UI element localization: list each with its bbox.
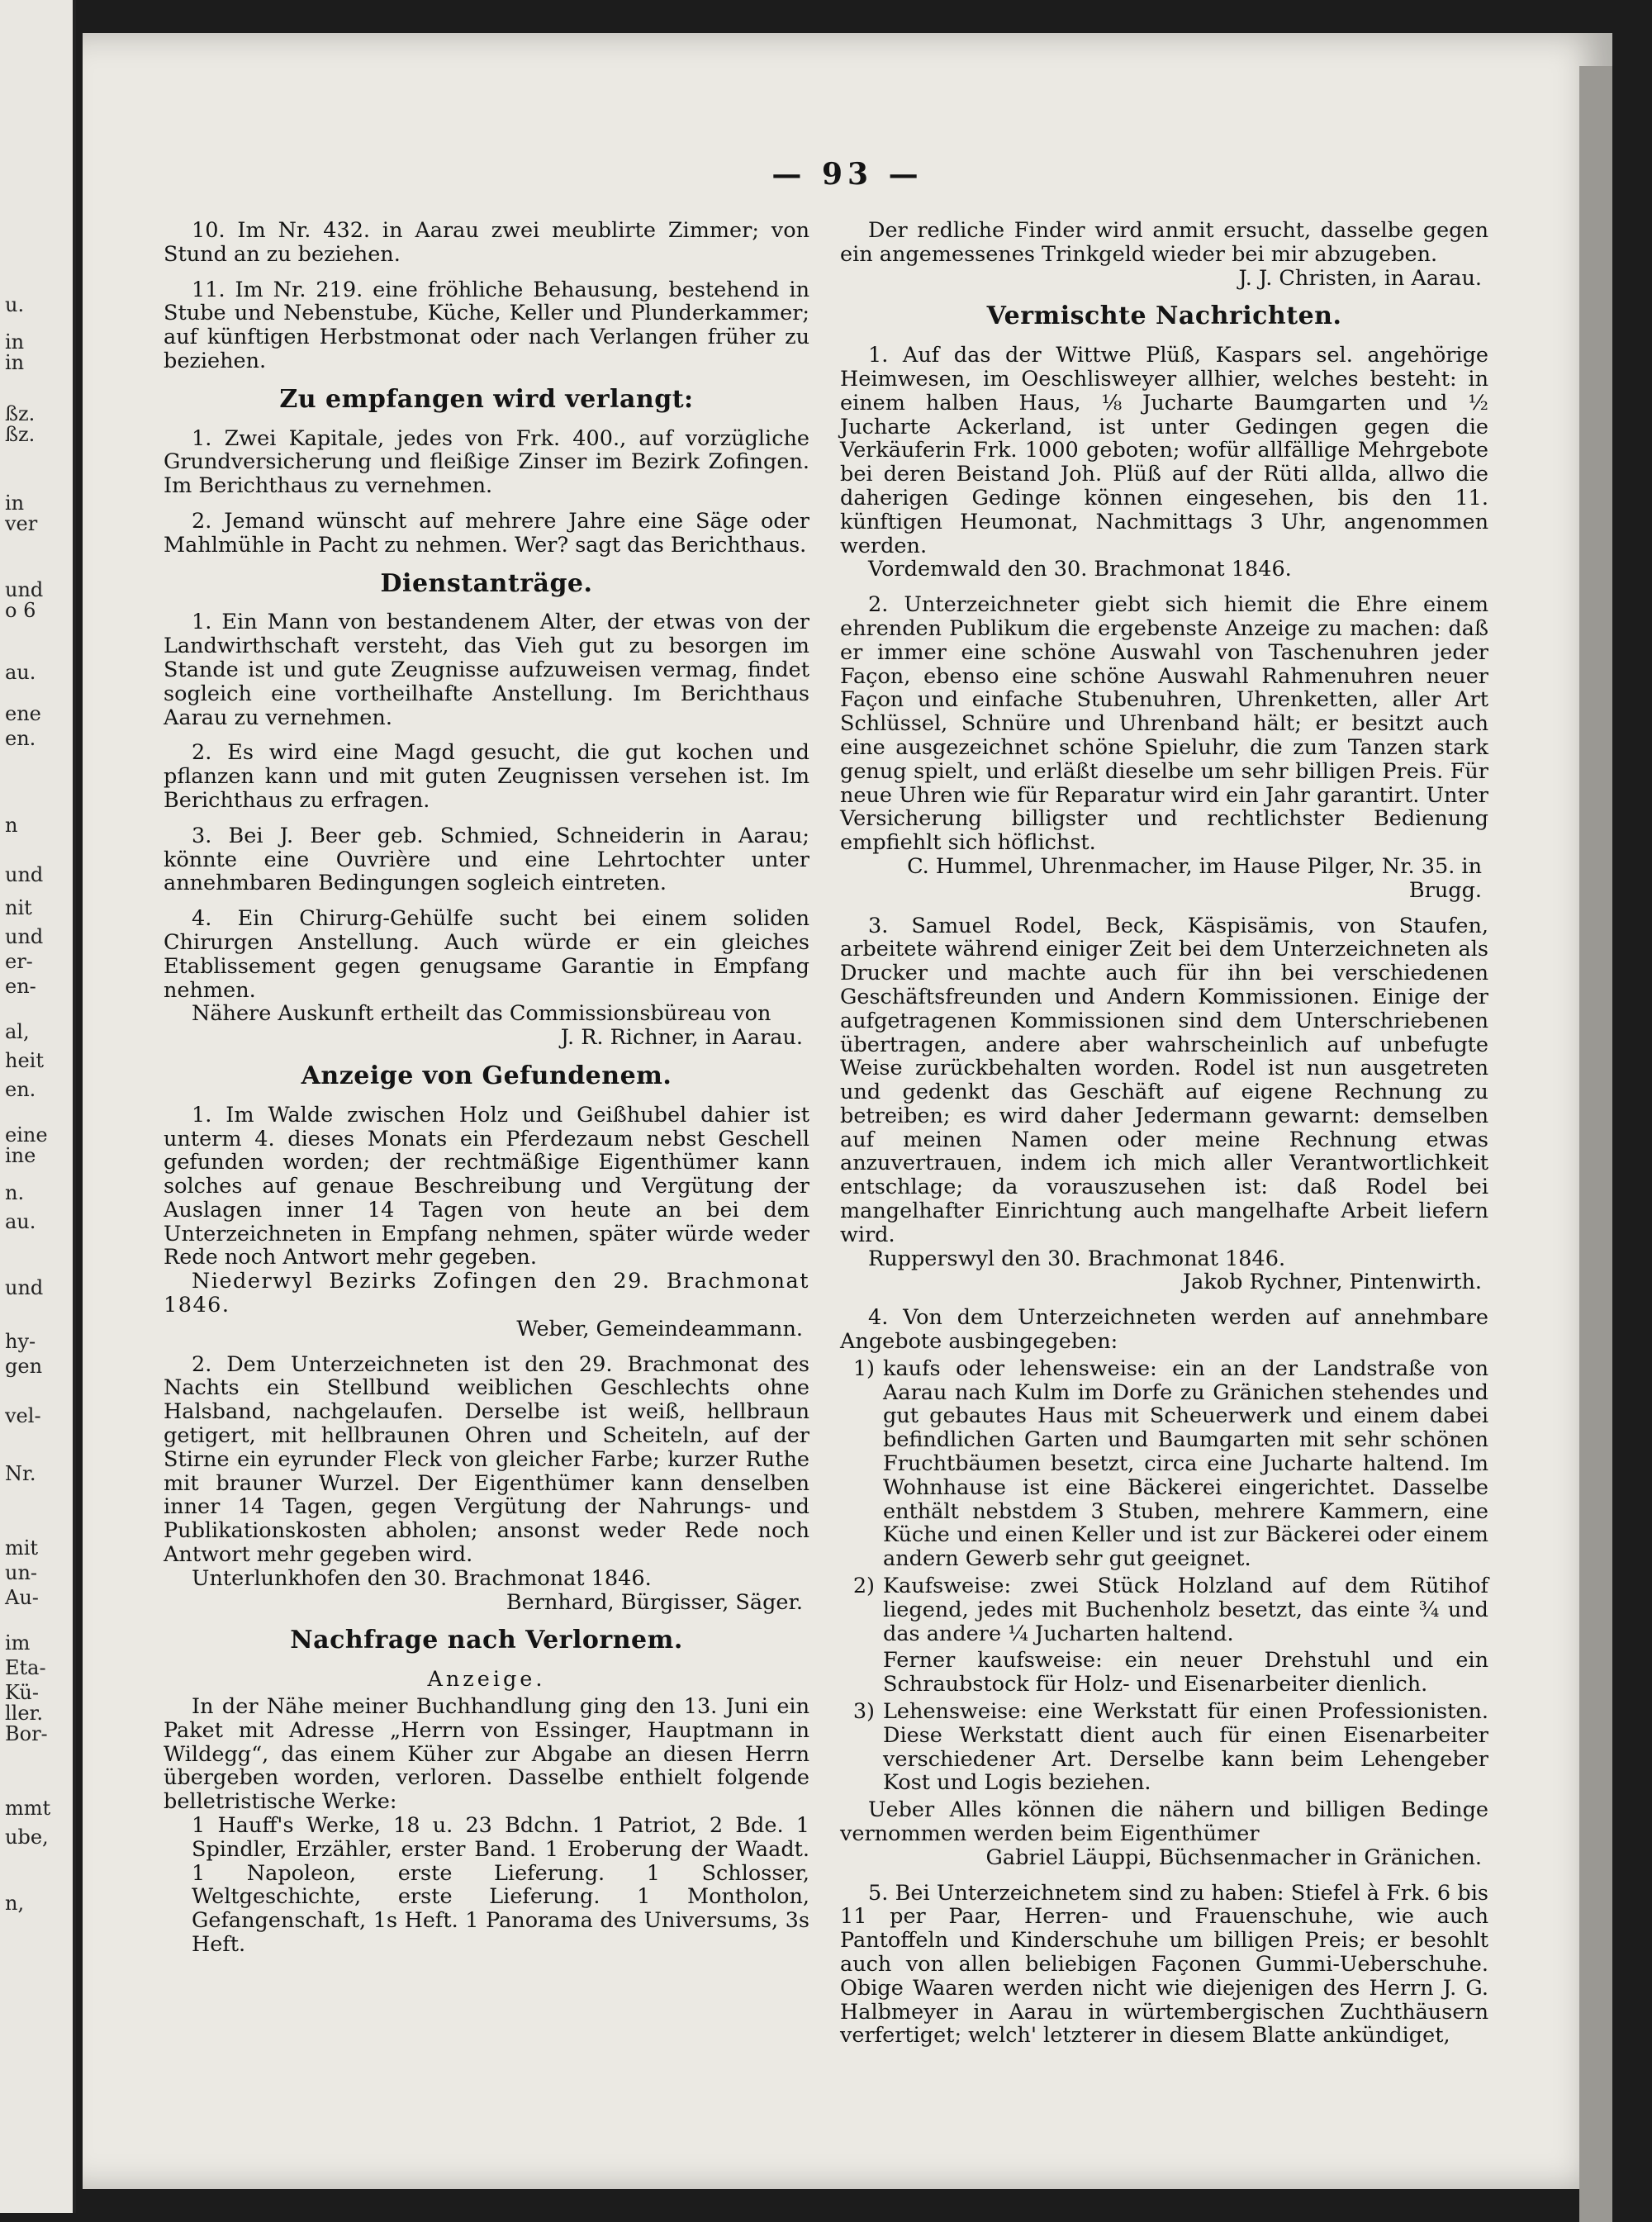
previous-page-fragment: Au-: [5, 1586, 39, 1609]
misc-4-item-number: 1): [852, 1356, 875, 1381]
previous-page-fragment: hy-: [5, 1330, 36, 1353]
previous-page-fragment: ller.: [5, 1702, 44, 1725]
misc-3-signature: Jakob Rychner, Pintenwirth.: [1182, 1270, 1482, 1295]
misc-1: 1. Auf das der Wittwe Plüß, Kaspars sel. angehörige Heimwesen, im Oeschlisweyer allhier, welches besteht: in einem halben Haus, ⅛ Jucharte Baumgarten und ½ Jucharte Ackerland, ist unter Gedingen gegen die Verkäuferin Frk. 1000 geboten; wofür allfällige Mehrgebote bei deren Beistand Joh. Plüß auf der Rüti allda, allwo die daherigen Gedinge können eingesehen, bis den 11. künftigen Heumonat, Nachmittags 3 Uhr, angenommen werden.: [840, 343, 1488, 558]
receive-1: 1. Zwei Kapitale, jedes von Frk. 400., auf vorzügliche Grundversicherung und fleißige Zinser im Bezirk Zofingen. Im Berichthaus zu vernehmen.: [164, 425, 809, 499]
previous-page-fragment: eine: [5, 1123, 48, 1147]
service-2: 2. Es wird eine Magd gesucht, die gut kochen und pflanzen kann und mit guten Zeugnissen versehen ist. Im Berichthaus zu erfragen.: [164, 740, 809, 813]
lost-title: Anzeige.: [427, 1667, 546, 1693]
service-3: 3. Bei J. Beer geb. Schmied, Schneiderin in Aarau; könnte eine Ouvrière und eine Lehrtochter unter annehmbaren Bedingungen sogleich eintreten.: [164, 823, 809, 896]
misc-4-item-number: [840, 1649, 875, 1697]
previous-page-fragment: n.: [5, 1181, 25, 1204]
previous-page-fragment: en-: [5, 975, 36, 998]
listing-11: 11. Im Nr. 219. eine fröhliche Behausung, bestehend in Stube und Nebenstube, Küche, Keller und Plunderkammer; auf künftigen Herbstmonat oder nach Verlangen früher zu beziehen.: [164, 277, 809, 373]
found-1: 1. Im Walde zwischen Holz und Geißhubel dahier ist unterm 4. dieses Monats ein Pferdezaum nebst Geschell gefunden worden; der rechtmäßige Eigenthümer kann solches auf genaue Beschreibung und Vergütung der Auslagen inner 14 Tagen von heute an bei dem Unterzeichneten in Empfang nehmen, später würde weder Rede noch Antwort mehr gegeben.: [164, 1102, 809, 1270]
misc-2-signature: C. Hummel, Uhrenmacher, im Hause Pilger, Nr. 35. in Brugg.: [907, 853, 1482, 903]
receive-2: 2. Jemand wünscht auf mehrere Jahre eine Säge oder Mahlmühle in Pacht zu nehmen. Wer? sagt das Berichthaus.: [164, 508, 809, 558]
newspaper-page: [83, 33, 1612, 2189]
previous-page-fragment: in: [5, 351, 25, 374]
previous-page-fragment: en.: [5, 727, 36, 750]
misc-4-item: [840, 1649, 1488, 1697]
page-edge-shadow: [1579, 66, 1612, 2222]
previous-page-fragment: n: [5, 814, 18, 837]
previous-page-edge: [0, 0, 76, 2213]
page-number: — 93 —: [771, 157, 923, 192]
previous-page-fragment: Kü-: [5, 1681, 39, 1704]
finder-request: Der redliche Finder wird anmit ersucht, dasselbe gegen ein angemessenes Trinkgeld wieder bei mir abzugeben.: [840, 218, 1488, 267]
service-note: Nähere Auskunft ertheilt das Commissionsbüreau von: [192, 1001, 771, 1027]
previous-page-fragment: n,: [5, 1892, 25, 1915]
previous-page-fragment: o 6: [5, 599, 36, 622]
misc-4-tail: Ueber Alles können die nähern und billigen Bedinge vernommen werden beim Eigenthümer: [840, 1797, 1488, 1846]
previous-page-fragment: und: [5, 863, 44, 886]
heading-lost: Nachfrage nach Verlornem.: [290, 1626, 683, 1655]
service-1: 1. Ein Mann von bestandenem Alter, der etwas von der Landwirthschaft versteht, das Vieh gut zu besorgen im Stande ist und gute Zeugnisse aufzuweisen vermag, findet sogleich eine vortheilhafte Anstellung. Im Berichthaus Aarau zu vernehmen.: [164, 610, 809, 730]
previous-page-fragment: au.: [5, 661, 36, 684]
previous-page-fragment: un-: [5, 1561, 38, 1584]
previous-page-fragment: ßz.: [5, 402, 36, 425]
previous-page-fragment: ube,: [5, 1826, 49, 1849]
previous-page-fragment: al,: [5, 1020, 30, 1043]
misc-4-item: [840, 1700, 1488, 1795]
misc-4-item-text: Ferner kaufsweise: ein neuer Drehstuhl und ein Schraubstock für Holz- und Eisenarbeiter dienlich.: [883, 1648, 1488, 1697]
previous-page-fragment: und: [5, 578, 44, 601]
previous-page-fragment: gen: [5, 1355, 43, 1378]
previous-page-fragment: ene: [5, 702, 41, 725]
previous-page-fragment: ver: [5, 512, 38, 535]
misc-3-place: Rupperswyl den 30. Brachmonat 1846.: [868, 1246, 1286, 1271]
previous-page-fragment: in: [5, 491, 25, 515]
previous-page-fragment: heit: [5, 1049, 44, 1072]
misc-4-item-number: 2): [852, 1574, 875, 1599]
previous-page-fragment: er-: [5, 950, 33, 973]
previous-page-fragment: en.: [5, 1078, 36, 1101]
left-column: [164, 219, 809, 1968]
previous-page-fragment: ßz.: [5, 423, 36, 446]
found-2: 2. Dem Unterzeichneten ist den 29. Brachmonat des Nachts ein Stellbund weiblichen Geschlechts ohne Halsband, nachgelaufen. Derselbe ist weiß, hellbraun getigert, mit hellbraunen Ohren und Scheiteln, auf der Stirne ein eyrunder Fleck von gleicher Farbe; kurzer Ruthe mit brauner Wurzel. Der Eigenthümer kann denselben inner 14 Tagen, gegen Vergütung der Nahrungs- und Publikationskosten abholen; ansonst weder Rede noch Antwort mehr gegeben wird.: [164, 1351, 809, 1568]
previous-page-fragment: im: [5, 1631, 31, 1655]
found-1-signature: Weber, Gemeindeammann.: [516, 1316, 803, 1341]
misc-4-item-text: kaufs oder lehensweise: ein an der Landstraße von Aarau nach Kulm im Dorfe zu Gränichen stehendes und gut gebautes Haus mit Scheuerwerk und einem dabei befindlichen Garten und Baumgarten mit sehr schönen Fruchtbäumen besetzt, circa eine Jucharte haltend. Im Wohnhause ist eine Bäckerei eingerichtet. Dasselbe enthält nebstdem 3 Stuben, mehrere Kammern, eine Küche und einen Keller und ist zur Bäckerei oder einem andern Gewerb sehr gut geeignet.: [883, 1356, 1488, 1572]
previous-page-fragment: und: [5, 925, 44, 948]
heading-service: Dienstanträge.: [380, 568, 593, 598]
misc-4-item-text: Kaufsweise: zwei Stück Holzland auf dem Rütihof liegend, jedes mit Buchenholz besetzt, das einte ¾ und das andere ¼ Jucharten haltend.: [883, 1574, 1488, 1646]
heading-misc: Vermischte Nachrichten.: [986, 301, 1342, 331]
previous-page-fragment: und: [5, 1276, 44, 1299]
previous-page-fragment: nit: [5, 896, 32, 919]
heading-found: Anzeige von Gefundenem.: [301, 1061, 672, 1090]
previous-page-fragment: Eta-: [5, 1656, 46, 1679]
misc-4-item: [840, 1357, 1488, 1571]
previous-page-fragment: vel-: [5, 1404, 41, 1427]
previous-page-fragment: in: [5, 330, 25, 354]
heading-receive: Zu empfangen wird verlangt:: [279, 384, 694, 414]
found-2-signature: Bernhard, Bürgisser, Säger.: [506, 1589, 803, 1615]
misc-3: 3. Samuel Rodel, Beck, Käspisämis, von Staufen, arbeitete während einiger Zeit bei dem Unterzeichneten als Drucker und machte auch für ihn bei verschiedenen Geschäftsfreunden und Andern Kommissionen. Einige der aufgetragenen Kommissionen sind dem Unterschriebenen übertragen, andere aber wahrscheinlich auf unbefugte Weise zurückbehalten worden. Rodel ist nun ausgetreten und gedenkt das Geschäft auf eigene Rechnung zu betreiben; es wird daher Jedermann gewarnt: demselben auf meinen Namen oder meine Rechnung etwas anzuvertrauen, indem ich mich aller Verantwortlichkeit entschlage; da vorauszusehen ist: daß Rodel bei mangelhafter Einrichtung auch mangelhafte Arbeit liefern wird.: [840, 913, 1488, 1247]
service-signature: J. R. Richner, in Aarau.: [560, 1025, 803, 1051]
previous-page-fragment: Nr.: [5, 1462, 36, 1485]
right-column: [840, 219, 1488, 2059]
misc-4-item-number: 3): [852, 1699, 875, 1725]
previous-page-fragment: Bor-: [5, 1722, 48, 1745]
misc-2: 2. Unterzeichneter giebt sich hiemit die Ehre einem ehrenden Publikum die ergebenste Anzeige zu machen: daß er immer eine schöne Auswahl von Taschenuhren jeder Façon, ebenso eine schöne Auswahl Rahmenuhren neuer Façon und einfache Stubenuhren, Uhrenketten, aller Art Schlüssel, Schnüre und Uhrenband hält; er besitzt auch eine ausgezeichnet schöne Spieluhr, die zum Tanzen stark genug spielt, und erläßt dieselbe um sehr billigen Preis. Für neue Uhren wie für Reparatur wird ein Jahr garantirt. Unter Versicherung billigster und rechtlichster Bedienung empfiehlt sich höflichst.: [840, 592, 1488, 856]
finder-signature: J. J. Christen, in Aarau.: [1238, 265, 1482, 291]
previous-page-fragment: ine: [5, 1144, 36, 1167]
misc-5: 5. Bei Unterzeichnetem sind zu haben: Stiefel à Frk. 6 bis 11 per Paar, Herren- und Frauenschuhe, wie auch Pantoffeln und Kinderschuhe um billigen Preis; er besohlt auch von allen beliebigen Façonen Gummi-Ueberschuhe. Obige Waaren werden nicht wie diejenigen des Herrn J. G. Halbmeyer in Aarau in würtembergischen Zuchthäusern verfertiget; welch' letzterer in diesem Blatte ankündiget,: [840, 1880, 1488, 2049]
previous-page-fragment: u.: [5, 293, 25, 316]
service-4: 4. Ein Chirurg-Gehülfe sucht bei einem soliden Chirurgen Anstellung. Auch würde er ein gleiches Etablissement gegen genugsame Garantie in Empfang nehmen.: [164, 906, 809, 1003]
misc-1-place: Vordemwald den 30. Brachmonat 1846.: [868, 557, 1292, 582]
misc-4: 4. Von dem Unterzeichneten werden auf annehmbare Angebote ausbingegeben:: [840, 1305, 1488, 1355]
found-1-place: Niederwyl Bezirks Zofingen den 29. Brachmonat 1846.: [164, 1269, 809, 1318]
misc-4-item: [840, 1574, 1488, 1645]
misc-4-signature: Gabriel Läuppi, Büchsenmacher in Gränichen.: [985, 1845, 1482, 1870]
previous-page-fragment: mit: [5, 1536, 39, 1560]
lost-text: In der Nähe meiner Buchhandlung ging den 13. Juni ein Paket mit Adresse „Herrn von Essinger, Hauptmann in Wildegg“, das einem Küher zur Abgabe an diesen Herrn übergeben worden, verloren. Dasselbe enthielt folgende belletristische Werke:: [164, 1694, 809, 1815]
misc-4-item-text: Lehensweise: eine Werkstatt für einen Professionisten. Diese Werkstatt dient auch für einen Eisenarbeiter verschiedener Art. Derselbe kann beim Lehengeber Kost und Logis beziehen.: [883, 1699, 1488, 1796]
listing-10: 10. Im Nr. 432. in Aarau zwei meublirte Zimmer; von Stund an zu beziehen.: [164, 218, 809, 267]
lost-book-list: 1 Hauff's Werke, 18 u. 23 Bdchn. 1 Patriot, 2 Bde. 1 Spindler, Erzähler, erster Band. 1 Eroberung der Waadt. 1 Napoleon, erste Lieferung. 1 Schlosser, Weltgeschichte, erste Lieferung. 1 Montholon, Gefangenschaft, 1s Heft. 1 Panorama des Universums, 3s Heft.: [192, 1813, 809, 1957]
previous-page-fragment: mmt: [5, 1797, 51, 1820]
found-2-place: Unterlunkhofen den 30. Brachmonat 1846.: [192, 1565, 652, 1591]
previous-page-fragment: au.: [5, 1210, 36, 1233]
